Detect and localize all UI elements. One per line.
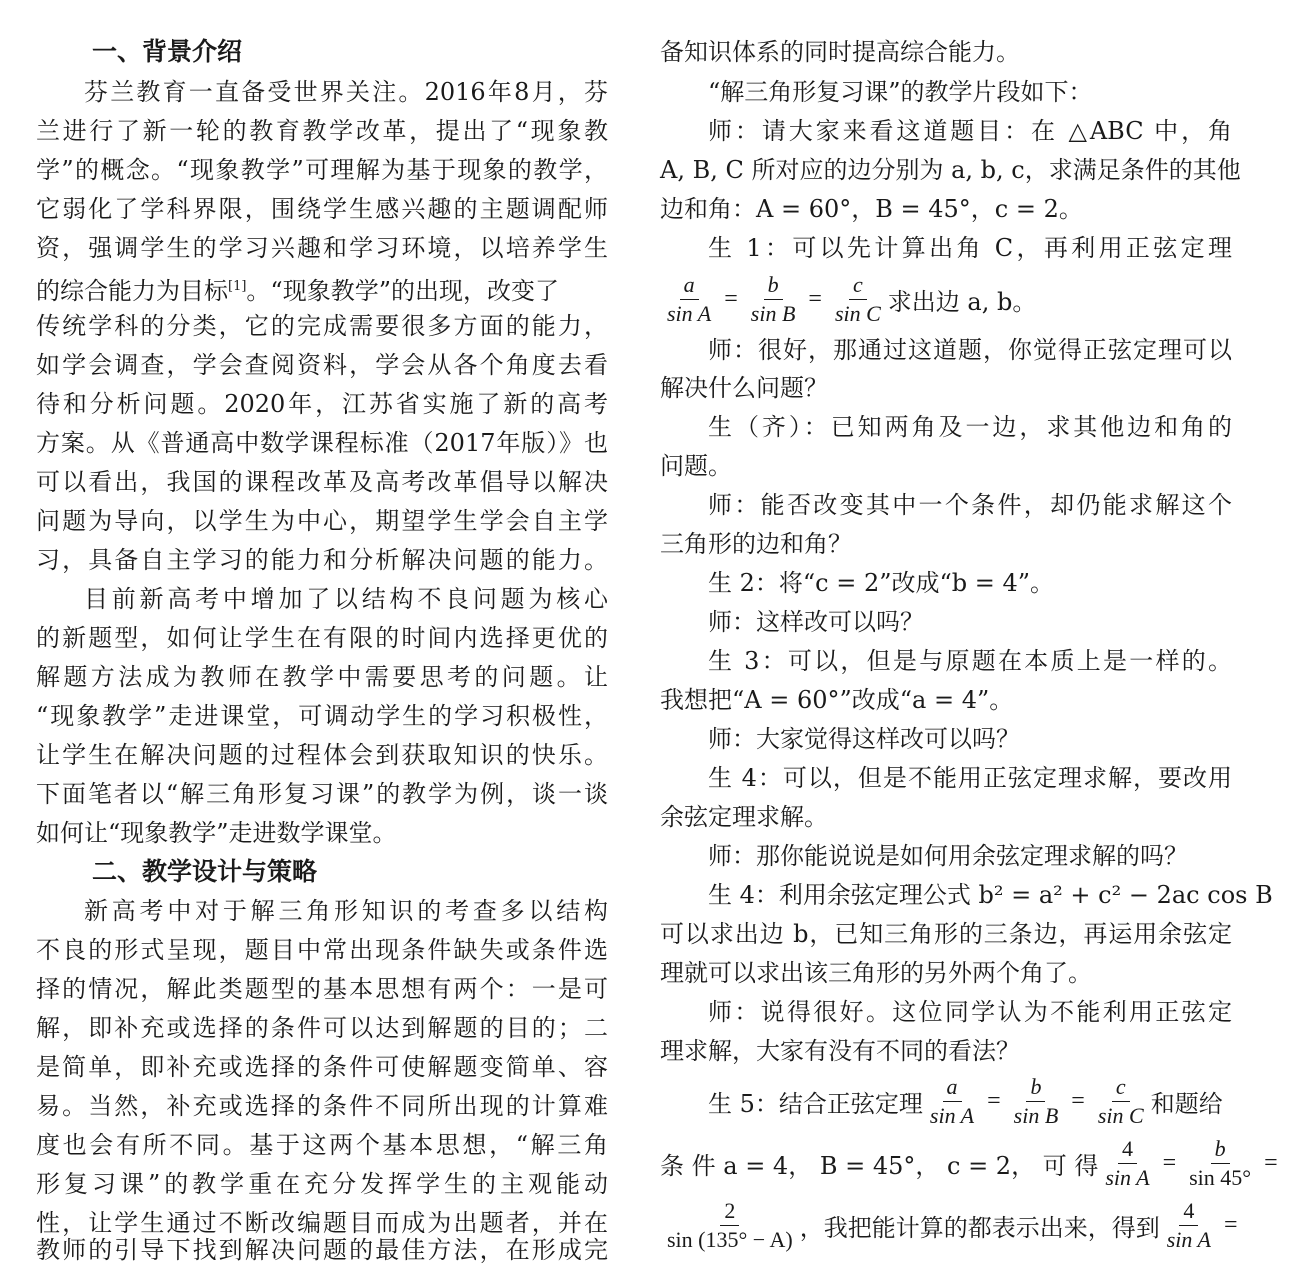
- paragraph-line: 的新题型，如何让学生在有限的时间内选择更优的: [36, 624, 608, 652]
- paragraph-line: “解三角形复习课”的教学片段如下：: [708, 78, 1093, 106]
- paragraph-line: “现象教学”走进课堂，可调动学生的学习积极性，: [36, 702, 608, 730]
- paragraph-line: 如学会调查，学会查阅资料，学会从各个角度去看: [36, 351, 608, 379]
- paragraph-line: 待和分析问题。2020年，江苏省实施了新的高考: [36, 390, 608, 418]
- dialogue-line: 生 1：可以先计算出角 C，再利用正弦定理: [708, 234, 1232, 262]
- numerator: 4: [1118, 1135, 1137, 1164]
- numerator: b: [1211, 1135, 1230, 1164]
- fraction: [926, 1073, 978, 1130]
- paragraph-line: 形复习课”的教学重在充分发挥学生的主观能动: [36, 1170, 608, 1198]
- dialogue-line: 理求解，大家有没有不同的看法？: [660, 1037, 1020, 1065]
- section-heading-background: 一、背景介绍: [92, 37, 243, 66]
- section-heading-design: 二、教学设计与策略: [92, 857, 318, 886]
- paragraph-line: 兰进行了新一轮的教育教学改革，提出了“现象教: [36, 117, 608, 145]
- dialogue-line: 生 2：将“c = 2”改成“b = 4”。: [708, 569, 1055, 597]
- paragraph-line: 解题方法成为教师在教学中需要思考的问题。让: [36, 663, 608, 691]
- dialogue-line: 师：说得很好。这位同学认为不能利用正弦定: [708, 998, 1232, 1026]
- dialogue-line: 师：大家觉得这样改可以吗？: [708, 725, 1020, 753]
- fraction: [1163, 1197, 1215, 1254]
- formula-line: $\frac{a}{\text{sin A}}$ = $\frac{b}{\text{sin B}}$ = $\frac{c}{\text{sin C}}$ 求出边 a, b。: [660, 268, 1232, 330]
- paragraph-line: 传统学科的分类，它的完成需要很多方面的能力，: [36, 312, 608, 340]
- formula-tail: =: [1223, 1211, 1238, 1238]
- numerator: a: [680, 271, 699, 300]
- dialogue-line: 师：能否改变其中一个条件，却仍能求解这个: [708, 491, 1232, 519]
- paragraph-line: 新高考中对于解三角形知识的考查多以结构: [84, 897, 608, 925]
- line-text: 。“现象教学”的出现，改变了: [246, 277, 559, 305]
- fraction: [663, 1197, 797, 1254]
- citation-ref: [1]: [228, 279, 247, 294]
- paragraph-line: 备知识体系的同时提高综合能力。: [660, 38, 1020, 66]
- paragraph-line: 方案。从《普通高中数学课程标准（2017年版）》也: [36, 429, 608, 457]
- paragraph-line: 下面笔者以“解三角形复习课”的教学为例，谈一谈: [36, 780, 608, 808]
- dialogue-line: 余弦定理求解。: [660, 803, 828, 831]
- fraction: [1101, 1135, 1153, 1192]
- denominator: sin A: [1166, 1226, 1211, 1252]
- numerator: c: [1112, 1073, 1130, 1102]
- formula-tail: =: [1264, 1149, 1278, 1176]
- numerator: b: [1026, 1073, 1045, 1102]
- dialogue-line: 师：请大家来看这道题目：在 △ABC 中，角: [708, 117, 1232, 145]
- denominator: sin (135° − A): [667, 1226, 793, 1252]
- dialogue-line: 师：这样改可以吗？: [708, 608, 924, 636]
- denominator: sin C: [1097, 1102, 1144, 1128]
- formula-head: 条 件 a = 4， B = 45°， c = 2， 可 得: [660, 1151, 1099, 1180]
- denominator: sin B: [750, 300, 796, 326]
- paragraph-line: 度也会有所不同。基于这两个基本思想，“解三角: [36, 1131, 608, 1159]
- fraction: [1185, 1135, 1255, 1192]
- denominator: sin A: [667, 300, 712, 326]
- formula-tail: 求出边 a, b。: [887, 287, 1037, 316]
- line-text: 的综合能力为目标: [36, 277, 228, 305]
- formula-mid: ，我把能计算的都表示出来，得到: [799, 1213, 1160, 1242]
- paragraph-line: 性，让学生通过不断改编题目而成为出题者，并在: [36, 1209, 608, 1237]
- numerator: 4: [1179, 1197, 1198, 1226]
- paragraph-line: 目前新高考中增加了以结构不良问题为核心: [84, 585, 608, 613]
- paragraph-line: 芬兰教育一直备受世界关注。2016年8月，芬: [84, 78, 608, 106]
- paragraph-line: 可以看出，我国的课程改革及高考改革倡导以解决: [36, 468, 608, 496]
- paragraph-line: 择的情况，解此类题型的基本思想有两个：一是可: [36, 975, 608, 1003]
- denominator: sin A: [929, 1102, 975, 1128]
- dialogue-line: 边和角：A = 60°，B = 45°，c = 2。: [660, 195, 1083, 223]
- formula-line: 条 件 a = 4， B = 45°， c = 2， 可 得 $\frac{4}{\text{sin A}}$ = $\frac{b}{\sin 45^\circ}$ =: [660, 1135, 1278, 1190]
- dialogue-line: 生（齐）：已知两角及一边，求其他边和角的: [708, 413, 1232, 441]
- dialogue-line: 三角形的边和角？: [660, 530, 852, 558]
- dialogue-line: 我想把“A = 60°”改成“a = 4”。: [660, 686, 1014, 714]
- dialogue-line: A, B, C 所对应的边分别为 a, b, c，求满足条件的其他: [660, 156, 1241, 184]
- formula-line: [660, 1194, 1238, 1256]
- dialogue-line: 理就可以求出该三角形的另外两个角了。: [660, 959, 1092, 987]
- paragraph-line: 如何让“现象教学”走进数学课堂。: [36, 819, 397, 847]
- dialogue-line: 问题。: [660, 452, 732, 480]
- fraction: [663, 271, 715, 328]
- paragraph-line: 是简单，即补充或选择的条件可使解题变简单、容: [36, 1053, 608, 1081]
- formula-head: 生 5：结合正弦定理: [708, 1089, 923, 1118]
- numerator: c: [849, 271, 867, 300]
- fraction: [1010, 1073, 1063, 1130]
- dialogue-line: 解决什么问题？: [660, 374, 828, 402]
- paragraph-line: 学”的概念。“现象教学”可理解为基于现象的教学，: [36, 156, 608, 184]
- paragraph-line: 易。当然，补充或选择的条件不同所出现的计算难: [36, 1092, 608, 1120]
- dialogue-line: 生 3：可以，但是与原题在本质上是一样的。: [708, 647, 1232, 675]
- paragraph-line: [36, 269, 608, 305]
- fraction: [747, 271, 800, 328]
- numerator: b: [764, 271, 783, 300]
- denominator: sin C: [834, 300, 881, 326]
- paragraph-line: 习，具备自主学习的能力和分析解决问题的能力。: [36, 546, 608, 574]
- denominator: sin 45°: [1189, 1164, 1252, 1190]
- formula-line: 生 5：结合正弦定理 $\frac{a}{\text{sin A}}$ = $\frac{b}{\text{sin B}}$ = $\frac{c}{\text{sin C}}$ 和题给: [708, 1073, 1223, 1128]
- paragraph-line: 解，即补充或选择的条件可以达到解题的目的；二: [36, 1014, 608, 1042]
- denominator: sin A: [1105, 1164, 1150, 1190]
- denominator: sin B: [1013, 1102, 1059, 1128]
- dialogue-line: 生 4：可以，但是不能用正弦定理求解，要改用: [708, 764, 1232, 792]
- paragraph-line: 教师的引导下找到解决问题的最佳方法，在形成完: [36, 1236, 608, 1264]
- dialogue-line: 师：那你能说说是如何用余弦定理求解的吗？: [708, 842, 1188, 870]
- paragraph-line: 问题为导向，以学生为中心，期望学生学会自主学: [36, 507, 608, 535]
- fraction: [831, 271, 885, 328]
- dialogue-line: 生 4：利用余弦定理公式 b² = a² + c² − 2ac cos B: [708, 881, 1273, 909]
- dialogue-line: 可以求出边 b，已知三角形的三条边，再运用余弦定: [660, 920, 1232, 948]
- paragraph-line: 资，强调学生的学习兴趣和学习环境，以培养学生: [36, 234, 608, 262]
- dialogue-line: 师：很好，那通过这道题，你觉得正弦定理可以: [708, 336, 1232, 364]
- numerator: 2: [720, 1197, 739, 1226]
- numerator: a: [943, 1073, 962, 1102]
- paragraph-line: 它弱化了学科界限，围绕学生感兴趣的主题调配师: [36, 195, 608, 223]
- formula-tail: 和题给: [1150, 1089, 1223, 1118]
- fraction: [1094, 1073, 1148, 1130]
- paragraph-line: 不良的形式呈现，题目中常出现条件缺失或条件选: [36, 936, 608, 964]
- paragraph-line: 让学生在解决问题的过程体会到获取知识的快乐。: [36, 741, 608, 769]
